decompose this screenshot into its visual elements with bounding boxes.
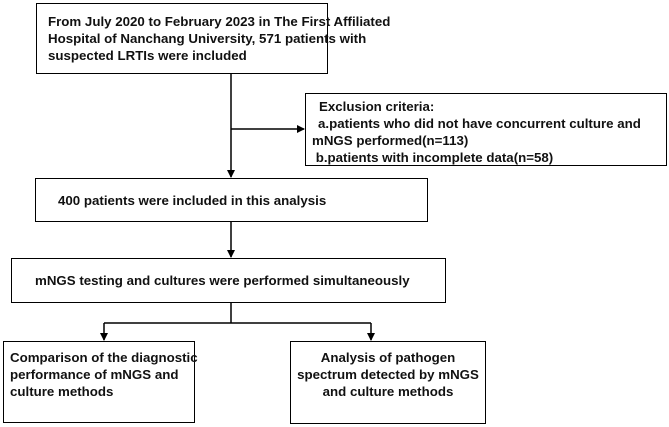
mngs-testing-box <box>11 258 446 303</box>
pathogen-analysis-box <box>290 341 486 424</box>
included-patients-box <box>35 178 428 222</box>
comparison-line: culture methods <box>10 384 114 399</box>
comparison-line: Comparison of the diagnostic <box>10 350 198 365</box>
analysis-line: Analysis of pathogen <box>320 350 456 365</box>
included-patients-text: 400 patients were included in this analysis <box>58 192 327 208</box>
exclusion-line: mNGS performed(n=113) <box>312 133 469 148</box>
exclusion-line: a.patients who did not have concurrent culture and <box>318 116 641 131</box>
enrollment-box <box>36 3 391 74</box>
diagnostic-comparison-box <box>3 341 198 423</box>
exclusion-line: b.patients with incomplete data(n=58) <box>312 150 554 165</box>
analysis-line: and culture methods <box>322 384 454 399</box>
mngs-testing-text: mNGS testing and cultures were performed simultaneously <box>35 273 410 288</box>
exclusion-title: Exclusion criteria: <box>319 99 435 114</box>
enrollment-line: From July 2020 to February 2023 in The First Affiliated <box>48 14 391 29</box>
enrollment-line: Hospital of Nanchang University, 571 patients with <box>48 31 367 46</box>
exclusion-criteria-box <box>305 93 667 166</box>
enrollment-line: suspected LRTIs were included <box>48 48 247 63</box>
analysis-line: spectrum detected by mNGS <box>297 367 479 382</box>
comparison-line: performance of mNGS and <box>10 367 179 382</box>
